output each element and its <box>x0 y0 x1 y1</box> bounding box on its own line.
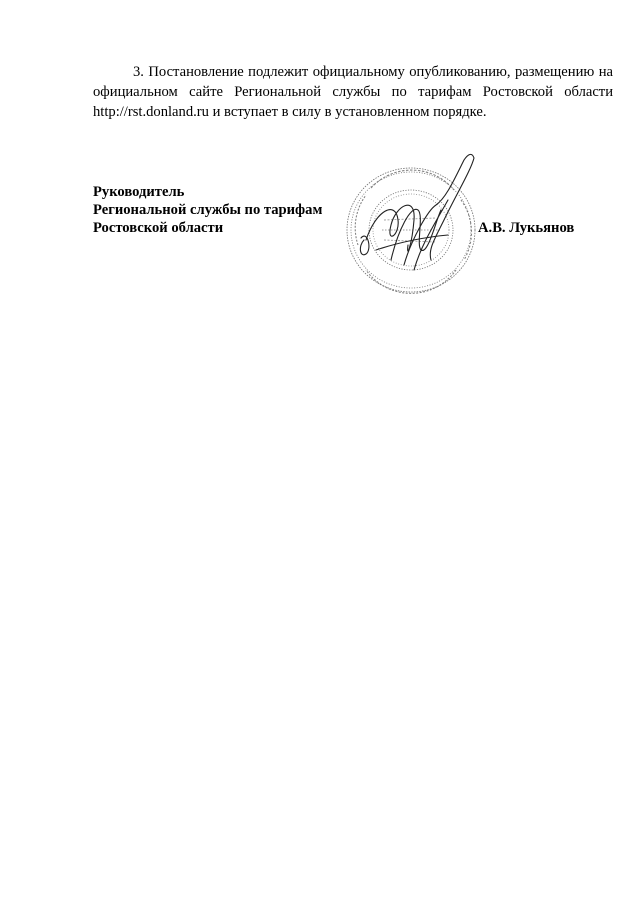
position-line-1: Руководитель <box>93 184 185 200</box>
signatory-position <box>93 183 322 237</box>
position-line-3: Ростовской области <box>93 220 224 236</box>
signatory-name: А.В. Лукьянов <box>478 220 575 236</box>
position-line-2: Региональной службы по тарифам <box>93 202 323 218</box>
seal-and-signature-icon <box>336 150 496 300</box>
paragraph-item-3: 3. Постановление подлежит официальному опубликованию, размещению на официальном сайте Региональной службы по тарифам Ростовской области http://rst.donland.ru и вступает в силу в установленном порядке. <box>93 64 613 120</box>
